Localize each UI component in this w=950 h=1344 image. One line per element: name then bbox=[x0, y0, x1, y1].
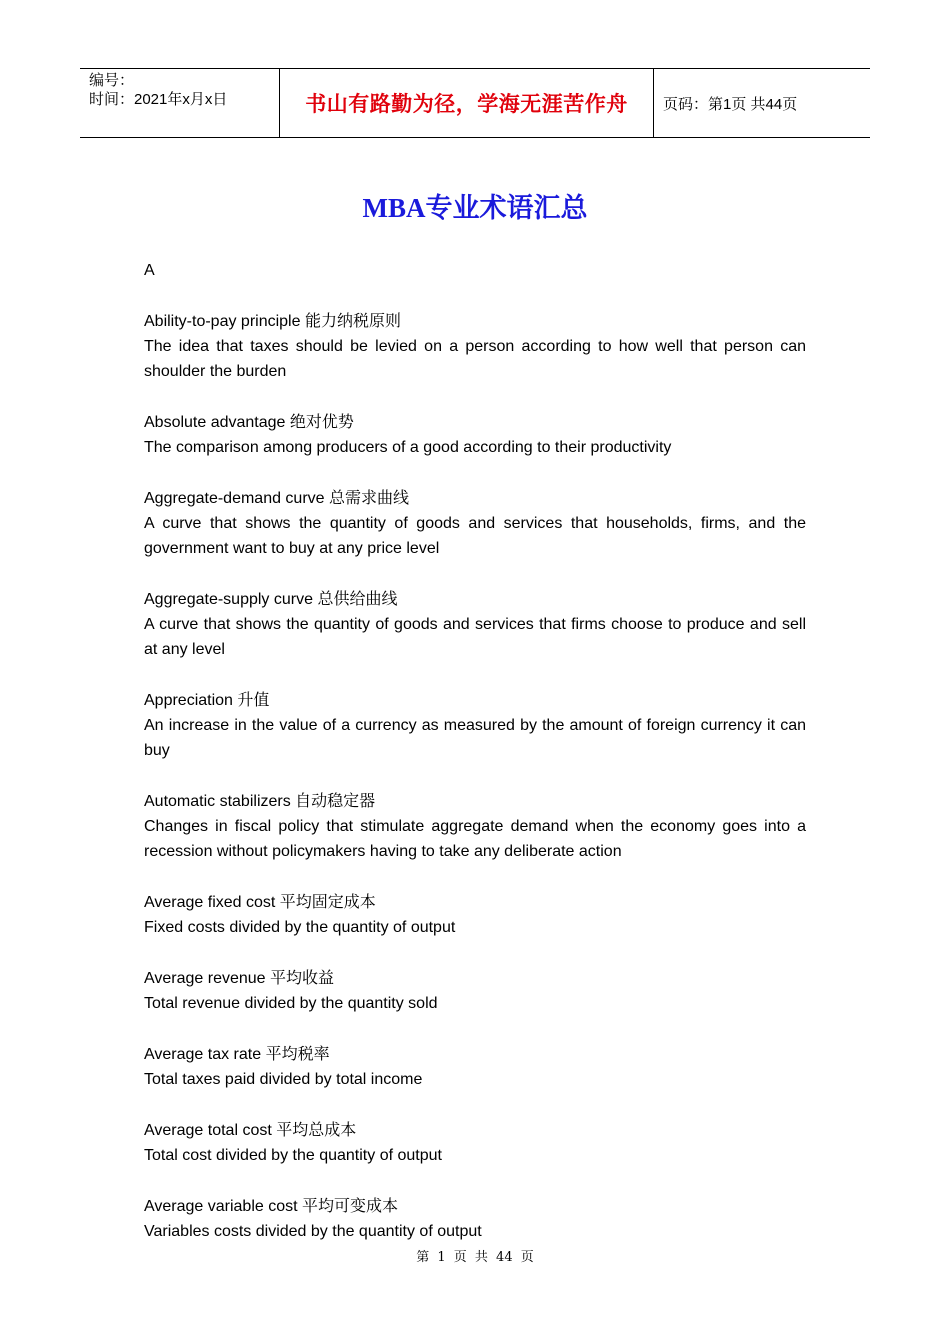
entry-definition: Changes in fiscal policy that stimulate aggregate demand when the economy goes into a recession without policymakers having to take any deliberate action bbox=[144, 818, 806, 860]
entry-term-cn: 平均固定成本 bbox=[279, 892, 376, 911]
entry-term: Aggregate-demand curve bbox=[144, 490, 325, 507]
glossary-entry bbox=[144, 965, 806, 1016]
entry-term-cn: 自动稳定器 bbox=[295, 791, 376, 810]
document-title: MBA专业术语汇总 bbox=[362, 193, 588, 223]
header-number-label: 编号： bbox=[89, 72, 135, 89]
entry-term-line bbox=[144, 485, 806, 511]
entry-term-line bbox=[144, 1041, 806, 1067]
header-meta-cell bbox=[80, 69, 280, 137]
entry-term-cn: 升值 bbox=[237, 690, 270, 709]
entry-term-line bbox=[144, 586, 806, 612]
header-motto: 书山有路勤为径，学海无涯苦作舟 bbox=[280, 69, 654, 137]
entry-term: Appreciation bbox=[144, 692, 233, 709]
entry-term-line bbox=[144, 889, 806, 915]
entry-term-cn: 平均可变成本 bbox=[302, 1196, 399, 1215]
entry-term: Average revenue bbox=[144, 970, 266, 987]
page-footer: 第 1 页 共 44 页 bbox=[416, 1250, 534, 1265]
glossary-content bbox=[144, 258, 806, 1269]
entry-term-line bbox=[144, 1193, 806, 1219]
entry-definition: A curve that shows the quantity of goods and services that households, firms, and the government want to buy at any price level bbox=[144, 515, 806, 557]
entry-term: Aggregate-supply curve bbox=[144, 591, 313, 608]
glossary-entry bbox=[144, 687, 806, 763]
entry-term-cn: 平均收益 bbox=[270, 968, 335, 987]
entry-term-line bbox=[144, 965, 806, 991]
entry-definition: The idea that taxes should be levied on a person according to how well that person can shoulder the burden bbox=[144, 338, 806, 380]
glossary-entry bbox=[144, 308, 806, 384]
entry-term: Average total cost bbox=[144, 1122, 272, 1139]
entry-term: Average tax rate bbox=[144, 1046, 262, 1063]
glossary-entry bbox=[144, 485, 806, 561]
glossary-entry bbox=[144, 1193, 806, 1244]
entry-term-line bbox=[144, 409, 806, 435]
entry-definition: Fixed costs divided by the quantity of output bbox=[144, 919, 456, 936]
header-page-info: 页码：第1页 共44页 bbox=[663, 95, 798, 113]
glossary-entry bbox=[144, 788, 806, 864]
entry-term-line bbox=[144, 1117, 806, 1143]
entry-term: Ability-to-pay principle bbox=[144, 313, 301, 330]
entry-term-line bbox=[144, 788, 806, 814]
entry-term-line bbox=[144, 687, 806, 713]
entry-term: Average variable cost bbox=[144, 1198, 298, 1215]
entry-term-cn: 总需求曲线 bbox=[329, 488, 410, 507]
entry-definition: The comparison among producers of a good according to their productivity bbox=[144, 439, 672, 456]
entry-term-cn: 平均总成本 bbox=[276, 1120, 357, 1139]
entry-definition: Variables costs divided by the quantity of output bbox=[144, 1223, 482, 1240]
entry-term-line bbox=[144, 308, 806, 334]
entry-definition: Total revenue divided by the quantity sold bbox=[144, 995, 438, 1012]
glossary-entry bbox=[144, 586, 806, 662]
glossary-entry bbox=[144, 1117, 806, 1168]
glossary-entry bbox=[144, 889, 806, 940]
entry-term-cn: 能力纳税原则 bbox=[304, 311, 401, 330]
entry-term: Average fixed cost bbox=[144, 894, 276, 911]
entry-term-cn: 绝对优势 bbox=[289, 412, 354, 431]
glossary-entry bbox=[144, 1041, 806, 1092]
entry-definition: Total cost divided by the quantity of output bbox=[144, 1147, 442, 1164]
entry-term-cn: 平均税率 bbox=[265, 1044, 330, 1063]
page-header bbox=[80, 68, 870, 138]
entry-definition: Total taxes paid divided by total income bbox=[144, 1071, 423, 1088]
entry-definition: An increase in the value of a currency as measured by the amount of foreign currency it can buy bbox=[144, 717, 806, 759]
entry-term: Automatic stabilizers bbox=[144, 793, 291, 810]
entry-definition: A curve that shows the quantity of goods and services that firms choose to produce and sell at any level bbox=[144, 616, 806, 658]
entry-term-cn: 总供给曲线 bbox=[317, 589, 398, 608]
glossary-entry bbox=[144, 409, 806, 460]
header-time-label: 时间：2021年x月x日 bbox=[89, 91, 228, 108]
section-letter: A bbox=[144, 262, 155, 279]
entry-term: Absolute advantage bbox=[144, 414, 286, 431]
